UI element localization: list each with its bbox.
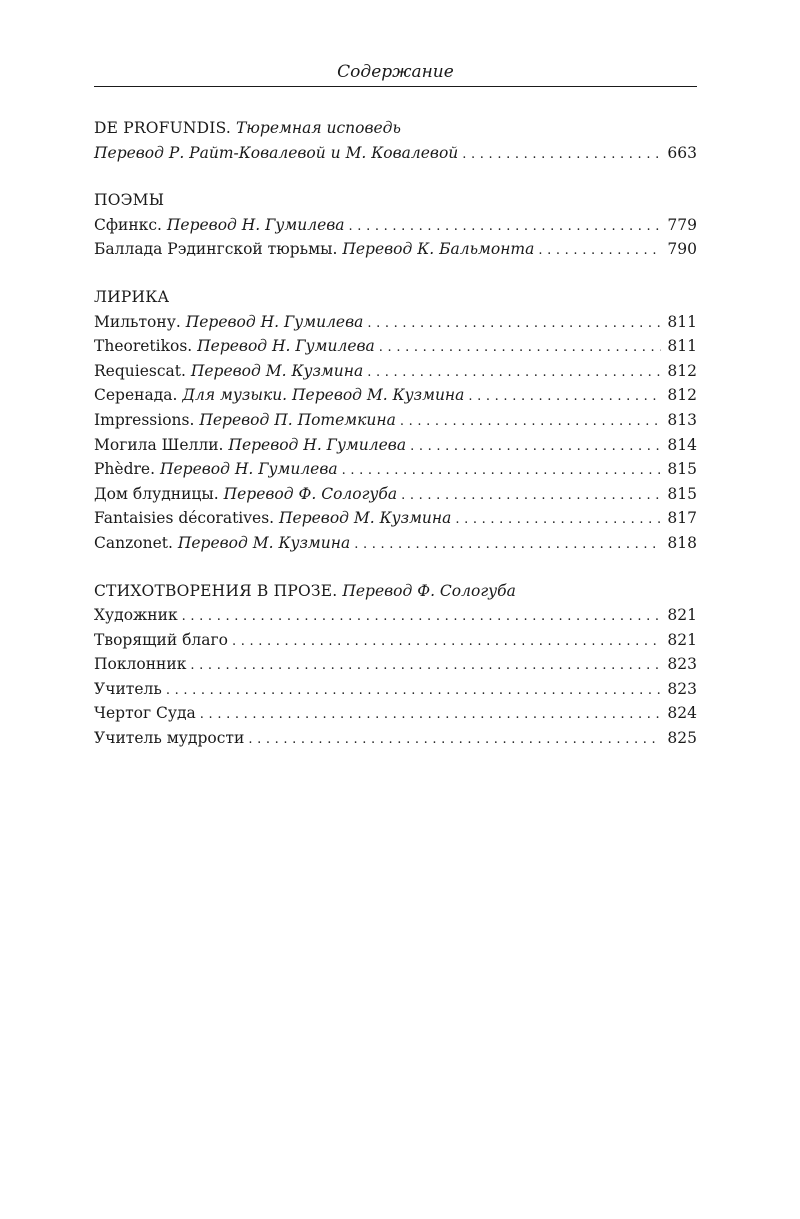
entry-page-number: 790 (667, 240, 697, 259)
leader-dots (367, 361, 661, 386)
entry-title: Поклонник (94, 655, 187, 674)
toc-entry[interactable] (94, 359, 697, 384)
entry-page-number: 812 (667, 386, 697, 405)
section-heading-title: ЛИРИКА (94, 287, 170, 306)
entry-title: Могила Шелли. (94, 435, 224, 454)
toc-section-lyrics (94, 285, 697, 556)
entry-title: Учитель (94, 679, 162, 698)
leader-dots (379, 336, 661, 361)
toc-entry[interactable] (94, 433, 697, 458)
entry-page-number: 821 (667, 606, 697, 625)
entry-title: Impressions. (94, 410, 195, 429)
section-heading-note: Тюремная исповедь (235, 119, 401, 137)
leader-dots (400, 410, 661, 435)
entry-page-number: 817 (667, 509, 697, 528)
leader-dots (190, 654, 661, 679)
header-rule (94, 86, 697, 87)
entry-translator: Перевод Н. Гумилева (159, 460, 338, 479)
leader-dots (349, 215, 661, 240)
toc-entry[interactable] (94, 652, 697, 677)
entry-title: Canzonet. (94, 533, 173, 552)
entry-page-number: 663 (667, 143, 697, 162)
entry-translator: Перевод Р. Райт-Ковалевой и М. Ковалевой (94, 143, 459, 162)
leader-dots (232, 630, 661, 655)
entry-page-number: 812 (667, 361, 697, 380)
toc-entry[interactable] (94, 457, 697, 482)
entry-page-number: 779 (667, 215, 697, 234)
section-heading-note: Перевод Ф. Сологуба (342, 581, 516, 600)
entry-page-number: 825 (667, 729, 697, 748)
entry-page-number: 813 (667, 410, 697, 429)
entry-title: Theoretikos. (94, 337, 193, 356)
toc-entry[interactable] (94, 506, 697, 531)
entry-title: Чертог Суда (94, 704, 196, 723)
entry-title: Творящий благо (94, 630, 228, 649)
toc-entry[interactable] (94, 603, 697, 628)
entry-title: Баллада Рэдингской тюрьмы. (94, 240, 338, 259)
toc-entry[interactable] (94, 310, 697, 335)
entry-page-number: 811 (667, 337, 697, 356)
entry-title: Художник (94, 606, 178, 625)
section-heading-title: СТИХОТВОРЕНИЯ В ПРОЗЕ. (94, 581, 338, 600)
leader-dots (538, 239, 661, 264)
entry-translator: Перевод К. Бальмонта (342, 240, 535, 259)
entry-title: Серенада. (94, 386, 178, 405)
entry-translator: Перевод П. Потемкина (199, 410, 396, 429)
entry-translator: Для музыки. Перевод М. Кузмина (182, 386, 465, 405)
toc-entry[interactable] (94, 628, 697, 653)
leader-dots (342, 459, 661, 484)
toc-section-poems (94, 188, 697, 262)
entry-translator: Перевод Н. Гумилева (228, 435, 407, 454)
entry-title: Мильтону. (94, 312, 181, 331)
entry-translator: Перевод М. Кузмина (190, 361, 364, 380)
leader-dots (410, 435, 661, 460)
entry-translator: Перевод Ф. Сологуба (223, 484, 398, 503)
toc-entry[interactable] (94, 237, 697, 262)
toc-entry[interactable] (94, 213, 697, 238)
entry-page-number: 824 (667, 704, 697, 723)
entry-title: Дом блудницы. (94, 484, 219, 503)
toc-entry[interactable] (94, 701, 697, 726)
leader-dots (401, 484, 661, 509)
toc-entry[interactable] (94, 334, 697, 359)
leader-dots (367, 312, 661, 337)
section-heading-title: ПОЭМЫ (94, 191, 165, 210)
entry-page-number: 811 (667, 312, 697, 331)
section-heading (94, 116, 697, 141)
leader-dots (462, 143, 661, 168)
entry-translator: Перевод Н. Гумилева (166, 215, 345, 234)
toc-entry[interactable] (94, 408, 697, 433)
toc-section-prose-poems (94, 579, 697, 751)
toc-entry[interactable] (94, 383, 697, 408)
entry-title: Сфинкс. (94, 215, 162, 234)
leader-dots (182, 605, 661, 630)
entry-title: Fantaisies décoratives. (94, 509, 275, 528)
toc-entry[interactable] (94, 726, 697, 751)
leader-dots (468, 385, 661, 410)
entry-page-number: 823 (667, 655, 697, 674)
section-heading (94, 188, 697, 213)
entry-page-number: 821 (667, 630, 697, 649)
section-heading (94, 579, 697, 604)
toc-entry[interactable] (94, 531, 697, 556)
entry-translator: Перевод М. Кузмина (177, 533, 351, 552)
entry-page-number: 815 (667, 460, 697, 479)
entry-title: Phèdre. (94, 460, 156, 479)
entry-title: Requiescat. (94, 361, 186, 380)
toc-entry[interactable] (94, 141, 697, 166)
toc-entry[interactable] (94, 482, 697, 507)
entry-title: Учитель мудрости (94, 729, 245, 748)
leader-dots (248, 728, 661, 753)
section-heading-title: DE PROFUNDIS. (94, 119, 231, 137)
entry-page-number: 818 (667, 533, 697, 552)
entry-page-number: 815 (667, 484, 697, 503)
leader-dots (166, 679, 661, 704)
leader-dots (455, 508, 661, 533)
section-heading (94, 285, 697, 310)
running-head: Содержание (337, 62, 454, 82)
toc-section-de-profundis (94, 116, 697, 165)
entry-page-number: 823 (667, 679, 697, 698)
leader-dots (200, 703, 661, 728)
table-of-contents (94, 116, 697, 774)
entry-translator: Перевод Н. Гумилева (185, 312, 364, 331)
entry-page-number: 814 (667, 435, 697, 454)
toc-entry[interactable] (94, 677, 697, 702)
leader-dots (354, 533, 661, 558)
entry-translator: Перевод Н. Гумилева (197, 337, 375, 356)
entry-translator: Перевод М. Кузмина (279, 509, 452, 528)
